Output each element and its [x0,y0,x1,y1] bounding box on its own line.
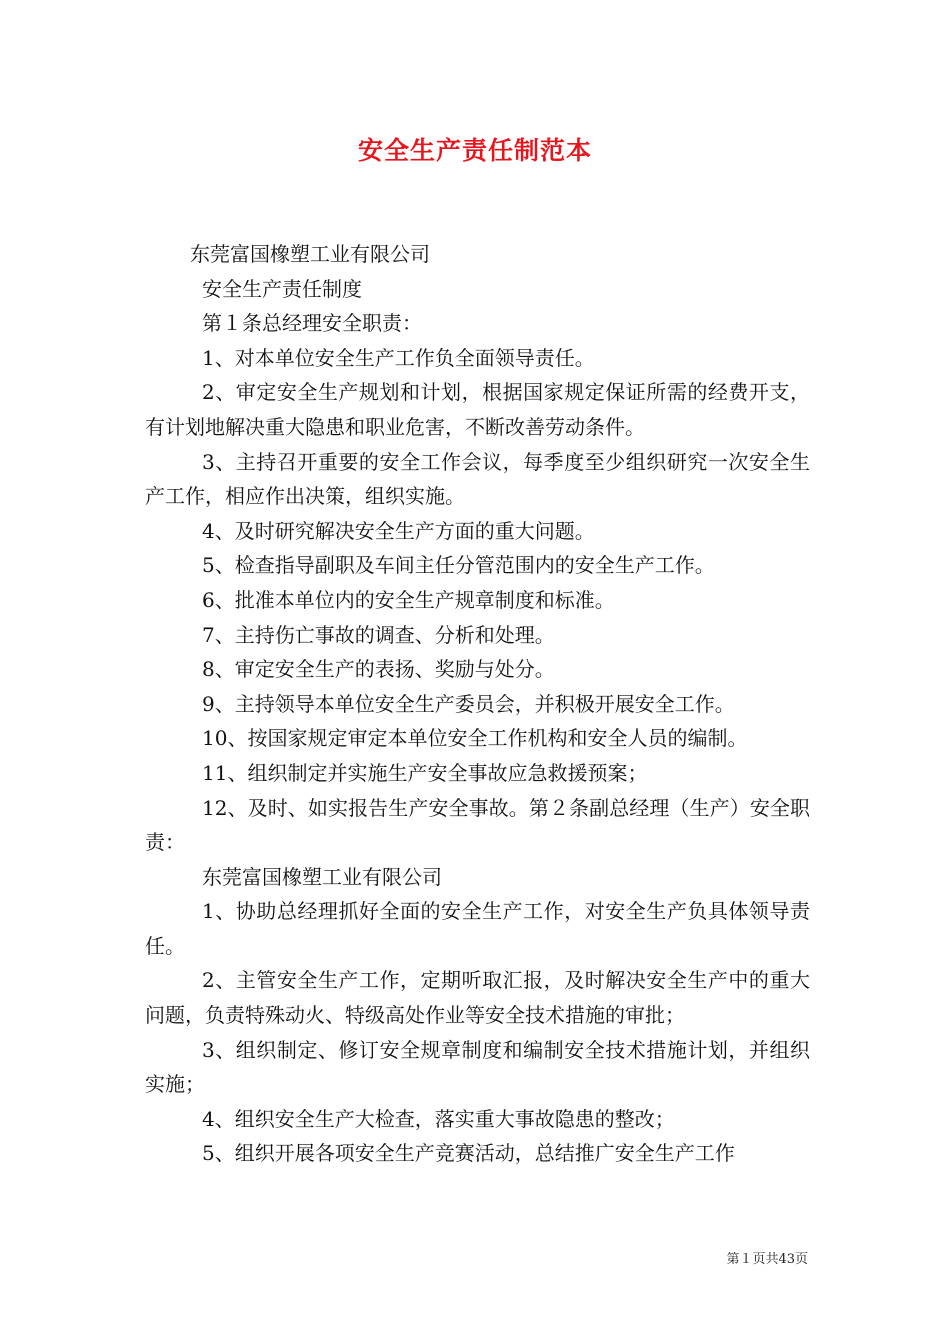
list-item: 5、检查指导副职及车间主任分管范围内的安全生产工作。 [202,553,715,578]
list-item: 3、主持召开重要的安全工作会议，每季度至少组织研究一次安全生产工作，相应作出决策，组织实施。 [145,449,810,509]
company-name: 东莞富国橡塑工业有限公司 [190,242,430,266]
list-item: 1、协助总经理抓好全面的安全生产工作，对安全生产负具体领导责任。 [145,899,810,958]
document-body [145,237,810,1171]
section-heading: 安全生产责任制度 [202,276,362,301]
list-item: 5、组织开展各项安全生产竞赛活动，总结推广安全生产工作 [202,1141,735,1166]
list-item: 3、组织制定、修订安全规章制度和编制安全技术措施计划，并组织实施； [145,1037,810,1097]
list-item: 9、主持领导本单位安全生产委员会，并积极开展安全工作。 [202,691,735,716]
list-item: 11、组织制定并实施生产安全事故应急救援预案； [202,760,648,785]
list-item: 2、审定安全生产规划和计划，根据国家规定保证所需的经费开支，有计划地解决重大隐患和职业危害，不断改善劳动条件。 [145,380,810,439]
list-item: 8、审定安全生产的表扬、奖励与处分。 [202,657,555,682]
page-number-footer: 第１页共43页 [726,1252,808,1267]
company-name: 东莞富国橡塑工业有限公司 [202,864,442,889]
list-item: 10、按国家规定审定本单位安全工作机构和安全人员的编制。 [202,726,748,751]
list-item: 1、对本单位安全生产工作负全面领导责任。 [202,345,595,370]
list-item: 4、及时研究解决安全生产方面的重大问题。 [202,518,595,543]
list-item: 4、组织安全生产大检查，落实重大事故隐患的整改； [202,1106,675,1131]
list-item: 2、主管安全生产工作，定期听取汇报，及时解决安全生产中的重大问题，负责特殊动火、特级高处作业等安全技术措施的审批； [145,968,810,1028]
article-heading: 第１条总经理安全职责： [202,311,422,336]
list-item: 7、主持伤亡事故的调查、分析和处理。 [202,622,555,647]
document-title: 安全生产责任制范本 [357,136,592,165]
list-item: 12、及时、如实报告生产安全事故。第２条副总经理（生产）安全职责： [145,795,810,855]
list-item: 6、批准本单位内的安全生产规章制度和标准。 [202,587,615,612]
